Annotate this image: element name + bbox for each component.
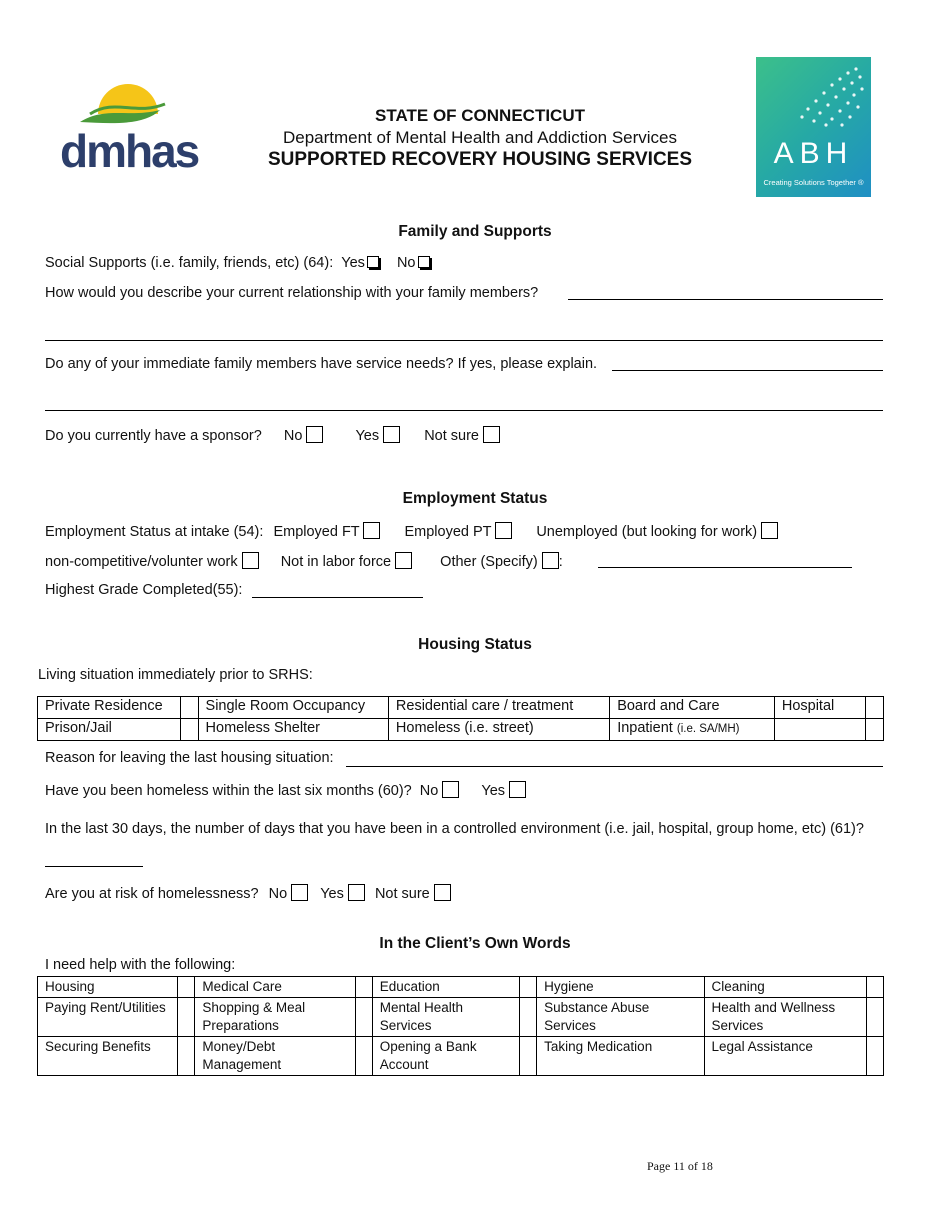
living-situation-label: Living situation immediately prior to SRHS: [38, 667, 313, 683]
relationship-answer-line[interactable] [568, 299, 883, 300]
table-row [38, 697, 884, 719]
living-hospital-checkbox[interactable] [866, 697, 884, 719]
help-health-wellness-checkbox[interactable] [866, 998, 883, 1037]
help-mental-health-checkbox[interactable] [520, 998, 537, 1037]
other-specify-label: Other (Specify) [440, 554, 538, 570]
relationship-answer-line-2[interactable] [45, 340, 883, 341]
living-inpatient-note: (i.e. SA/MH) [676, 723, 740, 735]
state-title: STATE OF CONNECTICUT [375, 106, 585, 125]
not-in-labor-label: Not in labor force [280, 554, 392, 570]
employment-section-title: Employment Status [402, 490, 548, 507]
risk-not-sure-label: Not sure [374, 886, 430, 902]
sponsor-no-checkbox[interactable] [306, 426, 323, 443]
help-education-checkbox[interactable] [520, 977, 537, 998]
sponsor-yes-checkbox[interactable] [383, 426, 400, 443]
risk-yes-checkbox[interactable] [348, 884, 365, 901]
program-title: SUPPORTED RECOVERY HOUSING SERVICES [267, 149, 693, 170]
living-inpatient-cell [610, 719, 775, 741]
abh-logo [756, 57, 871, 197]
homeless-six-no-label: No [419, 783, 439, 799]
living-prison-jail-checkbox[interactable] [181, 719, 198, 741]
employed-pt-checkbox[interactable] [495, 522, 512, 539]
social-supports-row [45, 255, 430, 271]
help-legal-assistance-checkbox[interactable] [866, 1037, 883, 1076]
relationship-question: How would you describe your current relationship with your family members? [45, 285, 539, 301]
living-homeless-street: Homeless (i.e. street) [388, 719, 609, 741]
employed-pt-label: Employed PT [404, 524, 492, 540]
living-hospital: Hospital [774, 697, 866, 719]
table-row [38, 998, 884, 1037]
help-bank-account: Opening a Bank Account [372, 1037, 519, 1076]
living-single-room: Single Room Occupancy [198, 697, 388, 719]
help-medical-care: Medical Care [195, 977, 355, 998]
employed-ft-label: Employed FT [273, 524, 360, 540]
unemployed-label: Unemployed (but looking for work) [536, 524, 758, 540]
help-cleaning: Cleaning [704, 977, 866, 998]
sponsor-row [45, 426, 500, 444]
other-specify-checkbox[interactable] [542, 552, 559, 569]
housing-section-title: Housing Status [418, 636, 532, 653]
sponsor-question: Do you currently have a sponsor? [45, 428, 262, 444]
homeless-six-yes-label: Yes [481, 783, 506, 799]
employed-ft-checkbox[interactable] [363, 522, 380, 539]
abh-logo-text: ABH [773, 137, 854, 170]
page-number: Page 11 of 18 [647, 1159, 713, 1173]
homeless-six-no-checkbox[interactable] [442, 781, 459, 798]
help-taking-medication: Taking Medication [537, 1037, 704, 1076]
social-supports-yes-label: Yes [341, 255, 365, 271]
help-money-debt-checkbox[interactable] [355, 1037, 372, 1076]
help-education: Education [372, 977, 519, 998]
help-hygiene: Hygiene [537, 977, 704, 998]
help-securing-benefits: Securing Benefits [38, 1037, 178, 1076]
help-health-wellness: Health and Wellness Services [704, 998, 866, 1037]
service-needs-answer-line-2[interactable] [45, 410, 883, 411]
sponsor-yes-label: Yes [355, 428, 380, 444]
homeless-six-row [45, 781, 526, 799]
living-private-residence-checkbox[interactable] [181, 697, 198, 719]
social-supports-no-checkbox[interactable] [418, 256, 430, 268]
controlled-environment-question: In the last 30 days, the number of days that you have been in a controlled environment (i.e. jail, hospital, group home, etc) (61)? [45, 821, 864, 837]
employment-intake-row [45, 522, 778, 540]
not-in-labor-checkbox[interactable] [395, 552, 412, 569]
unemployed-checkbox[interactable] [761, 522, 778, 539]
help-housing-checkbox[interactable] [178, 977, 195, 998]
service-needs-answer-line[interactable] [612, 370, 883, 371]
table-row [38, 977, 884, 998]
non-competitive-label: non-competitive/volunter work [45, 554, 238, 570]
living-situation-table [37, 696, 884, 741]
homeless-six-yes-checkbox[interactable] [509, 781, 526, 798]
living-prison-jail: Prison/Jail [38, 719, 181, 741]
highest-grade-line[interactable] [252, 597, 423, 598]
table-row [38, 719, 884, 741]
controlled-environment-line[interactable] [45, 866, 143, 867]
help-substance-abuse: Substance Abuse Services [537, 998, 704, 1037]
sponsor-not-sure-checkbox[interactable] [483, 426, 500, 443]
living-residential-care: Residential care / treatment [388, 697, 609, 719]
help-table [37, 976, 884, 1076]
employment-row-2 [45, 552, 563, 570]
highest-grade-label: Highest Grade Completed(55): [45, 582, 243, 598]
sponsor-no-label: No [283, 428, 303, 444]
help-paying-rent-checkbox[interactable] [178, 998, 195, 1037]
living-empty-checkbox[interactable] [866, 719, 884, 741]
help-paying-rent: Paying Rent/Utilities [38, 998, 178, 1037]
risk-not-sure-checkbox[interactable] [434, 884, 451, 901]
living-homeless-shelter: Homeless Shelter [198, 719, 388, 741]
help-bank-account-checkbox[interactable] [520, 1037, 537, 1076]
homeless-six-question: Have you been homeless within the last six months (60)? [45, 783, 412, 799]
help-shopping-meal-checkbox[interactable] [355, 998, 372, 1037]
help-securing-benefits-checkbox[interactable] [178, 1037, 195, 1076]
social-supports-no-label: No [396, 255, 416, 271]
sponsor-not-sure-label: Not sure [424, 428, 479, 444]
reason-leaving-label: Reason for leaving the last housing situation: [45, 750, 334, 766]
help-money-debt: Money/Debt Management [195, 1037, 355, 1076]
service-needs-question: Do any of your immediate family members have service needs? If yes, please explain. [45, 356, 598, 372]
risk-no-label: No [268, 886, 288, 902]
risk-yes-label: Yes [320, 886, 344, 902]
other-colon: : [558, 554, 563, 570]
other-specify-line[interactable] [598, 567, 852, 568]
living-board-and-care: Board and Care [610, 697, 775, 719]
help-medical-care-checkbox[interactable] [355, 977, 372, 998]
living-inpatient: Inpatient [617, 720, 673, 736]
help-shopping-meal: Shopping & Meal Preparations [195, 998, 355, 1037]
social-supports-yes-checkbox[interactable] [367, 256, 379, 268]
dmhas-logo [60, 70, 199, 180]
social-supports-label: Social Supports (i.e. family, friends, etc) (64): [45, 255, 334, 271]
help-cleaning-checkbox[interactable] [866, 977, 883, 998]
help-legal-assistance: Legal Assistance [704, 1037, 866, 1076]
living-private-residence: Private Residence [38, 697, 181, 719]
non-competitive-checkbox[interactable] [242, 552, 259, 569]
employment-intake-label: Employment Status at intake (54): [45, 524, 264, 540]
reason-leaving-line[interactable] [346, 766, 883, 767]
help-housing: Housing [38, 977, 178, 998]
abh-tagline: Creating Solutions Together ® [763, 178, 864, 187]
risk-question: Are you at risk of homelessness? [45, 886, 259, 902]
risk-row [45, 884, 451, 902]
client-section-title: In the Client’s Own Words [379, 935, 571, 952]
living-empty-cell [774, 719, 866, 741]
help-mental-health: Mental Health Services [372, 998, 519, 1037]
risk-no-checkbox[interactable] [291, 884, 308, 901]
help-label: I need help with the following: [45, 957, 236, 973]
department-title: Department of Mental Health and Addiction Services [282, 128, 678, 147]
table-row [38, 1037, 884, 1076]
family-section-title: Family and Supports [398, 223, 552, 240]
dmhas-logo-text: dmhas [60, 125, 199, 177]
